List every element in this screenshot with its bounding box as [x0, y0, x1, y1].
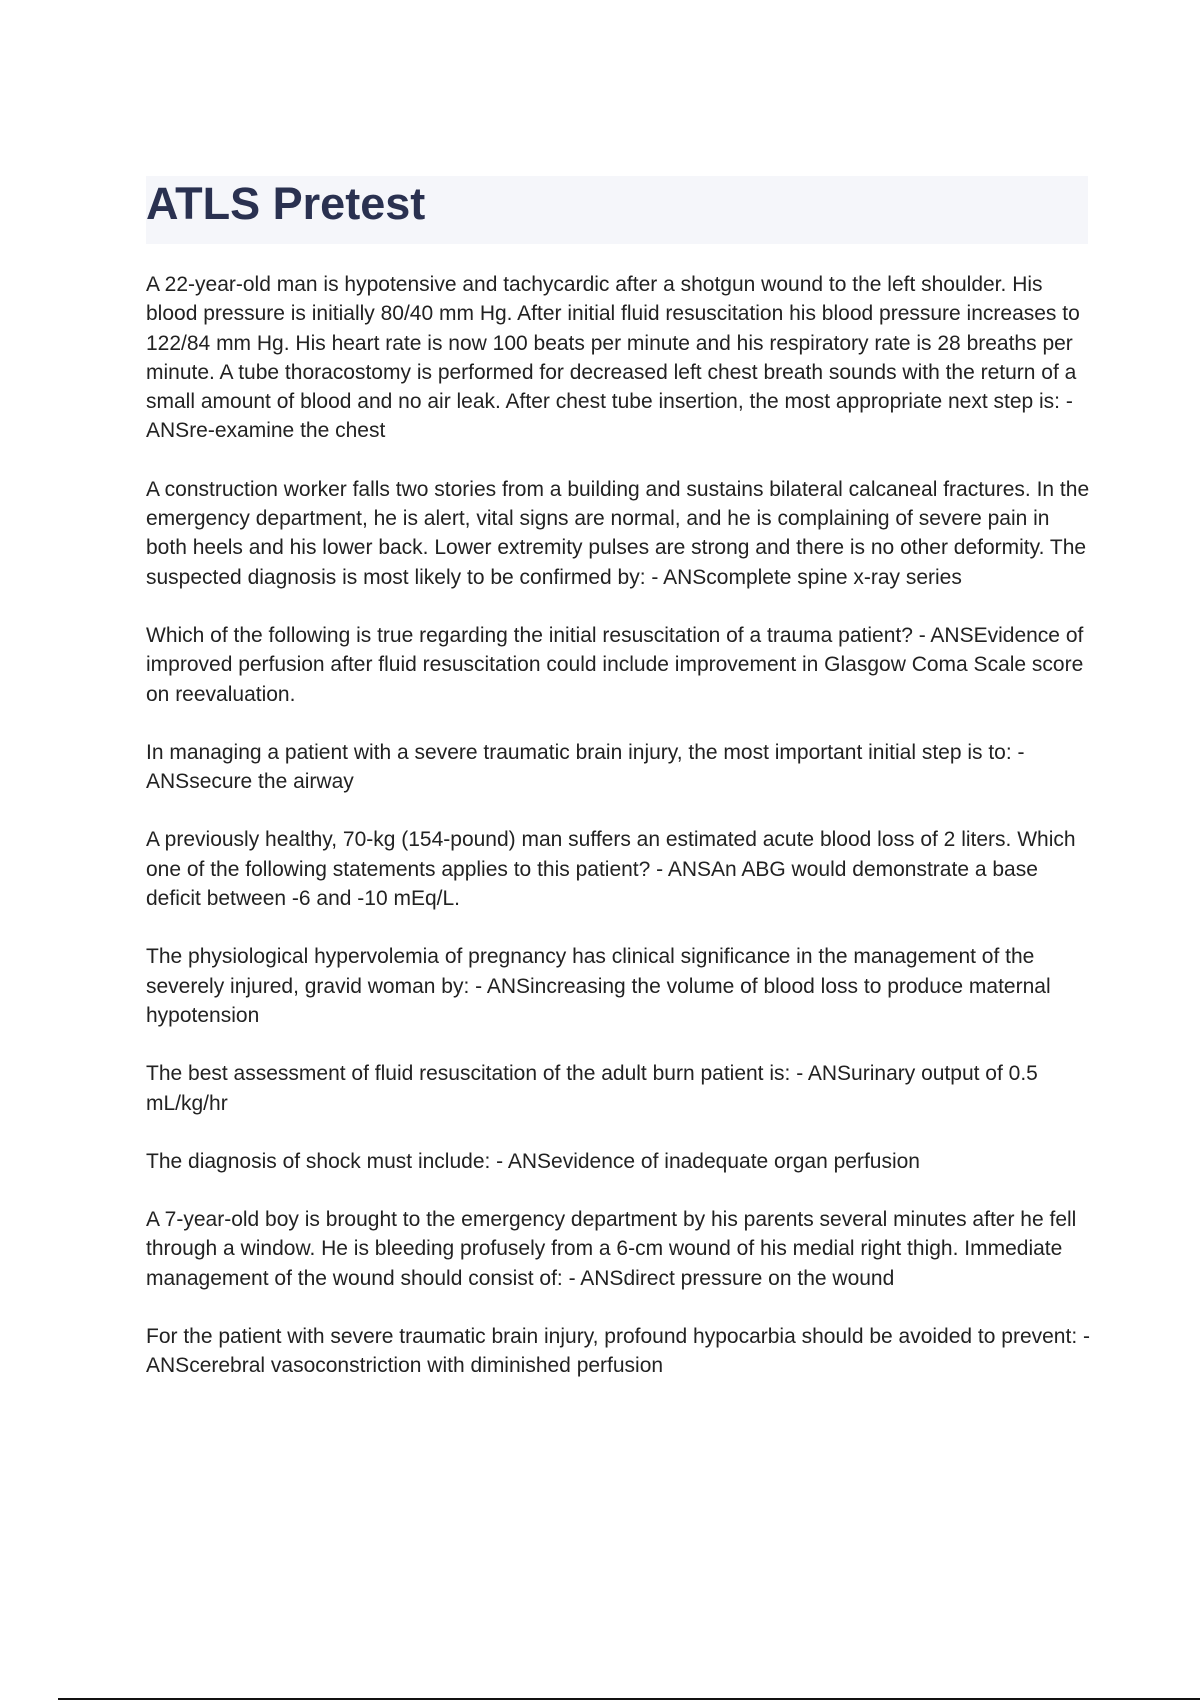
qa-item [146, 738, 1092, 797]
page-title: ATLS Pretest [146, 178, 426, 229]
qa-item [146, 1205, 1092, 1293]
question-text: The physiological hypervolemia of pregnancy has clinical significance in the management of the severely injured, gravid woman by: - ANS [146, 945, 1035, 998]
question-text: A 22-year-old man is hypotensive and tachycardic after a shotgun wound to the left shoulder. His blood pressure is initially 80/40 mm Hg. After initial fluid resuscitation his blood pressure increases to 122/84 mm Hg. His heart rate is now 100 beats per minute and his respiratory rate is 28 breaths per minute. A tube thoracostomy is performed for decreased left chest breath sounds with the return of a small amount of blood and no air leak. After chest tube insertion, the most appropriate next step is: - ANS [146, 273, 1080, 443]
qa-item [146, 270, 1092, 446]
answer-text: An ABG would demonstrate a base deficit between -6 and -10 mEq/L. [146, 857, 1038, 911]
qa-item [146, 475, 1092, 592]
qa-list [146, 270, 1092, 1410]
qa-item [146, 825, 1092, 913]
qa-item [146, 1059, 1092, 1118]
answer-text: complete spine x-ray series [706, 565, 962, 589]
qa-item [146, 621, 1092, 709]
answer-text: evidence of inadequate organ perfusion [551, 1149, 920, 1173]
question-text: A construction worker falls two stories from a building and sustains bilateral calcaneal fractures. In the emergency department, he is alert, vital signs are normal, and he is complaining of severe pain in both heels and his lower back. Lower extremity pulses are strong and there is no other deformity. The suspected diagnosis is most likely to be confirmed by: - ANS [146, 477, 1090, 589]
qa-item [146, 1147, 1092, 1176]
answer-text: urinary output of 0.5 mL/kg/hr [146, 1062, 1038, 1115]
question-text: The best assessment of fluid resuscitation of the adult burn patient is: - ANS [146, 1062, 852, 1086]
question-text: A 7-year-old boy is brought to the emergency department by his parents several minutes after he fell through a window. He is bleeding profusely from a 6-cm wound of his medial right thigh. Immediate management of the wound should consist of: - ANS [146, 1208, 1077, 1290]
answer-text: increasing the volume of blood loss to produce maternal hypotension [146, 974, 1051, 1027]
answer-text: direct pressure on the wound [623, 1266, 895, 1290]
question-text: For the patient with severe traumatic brain injury, profound hypocarbia should be avoided to prevent: - ANS [146, 1325, 1090, 1378]
answer-text: Evidence of improved perfusion after fluid resuscitation could include improvement in Glasgow Coma Scale score on reevaluation. [146, 623, 1084, 706]
question-text: In managing a patient with a severe traumatic brain injury, the most important initial step is to: - ANS [146, 740, 1025, 794]
qa-item [146, 1322, 1092, 1381]
question-text: Which of the following is true regarding the initial resuscitation of a trauma patient? - ANS [146, 623, 974, 647]
answer-text: re-examine the chest [189, 419, 386, 443]
question-text: The diagnosis of shock must include: - ANS [146, 1149, 552, 1173]
qa-item [146, 942, 1092, 1030]
answer-text: secure the airway [189, 770, 354, 794]
answer-text: cerebral vasoconstriction with diminished perfusion [189, 1354, 664, 1378]
question-text: A previously healthy, 70-kg (154-pound) man suffers an estimated acute blood loss of 2 liters. Which one of the following statements applies to this patient? - ANS [146, 828, 1076, 881]
